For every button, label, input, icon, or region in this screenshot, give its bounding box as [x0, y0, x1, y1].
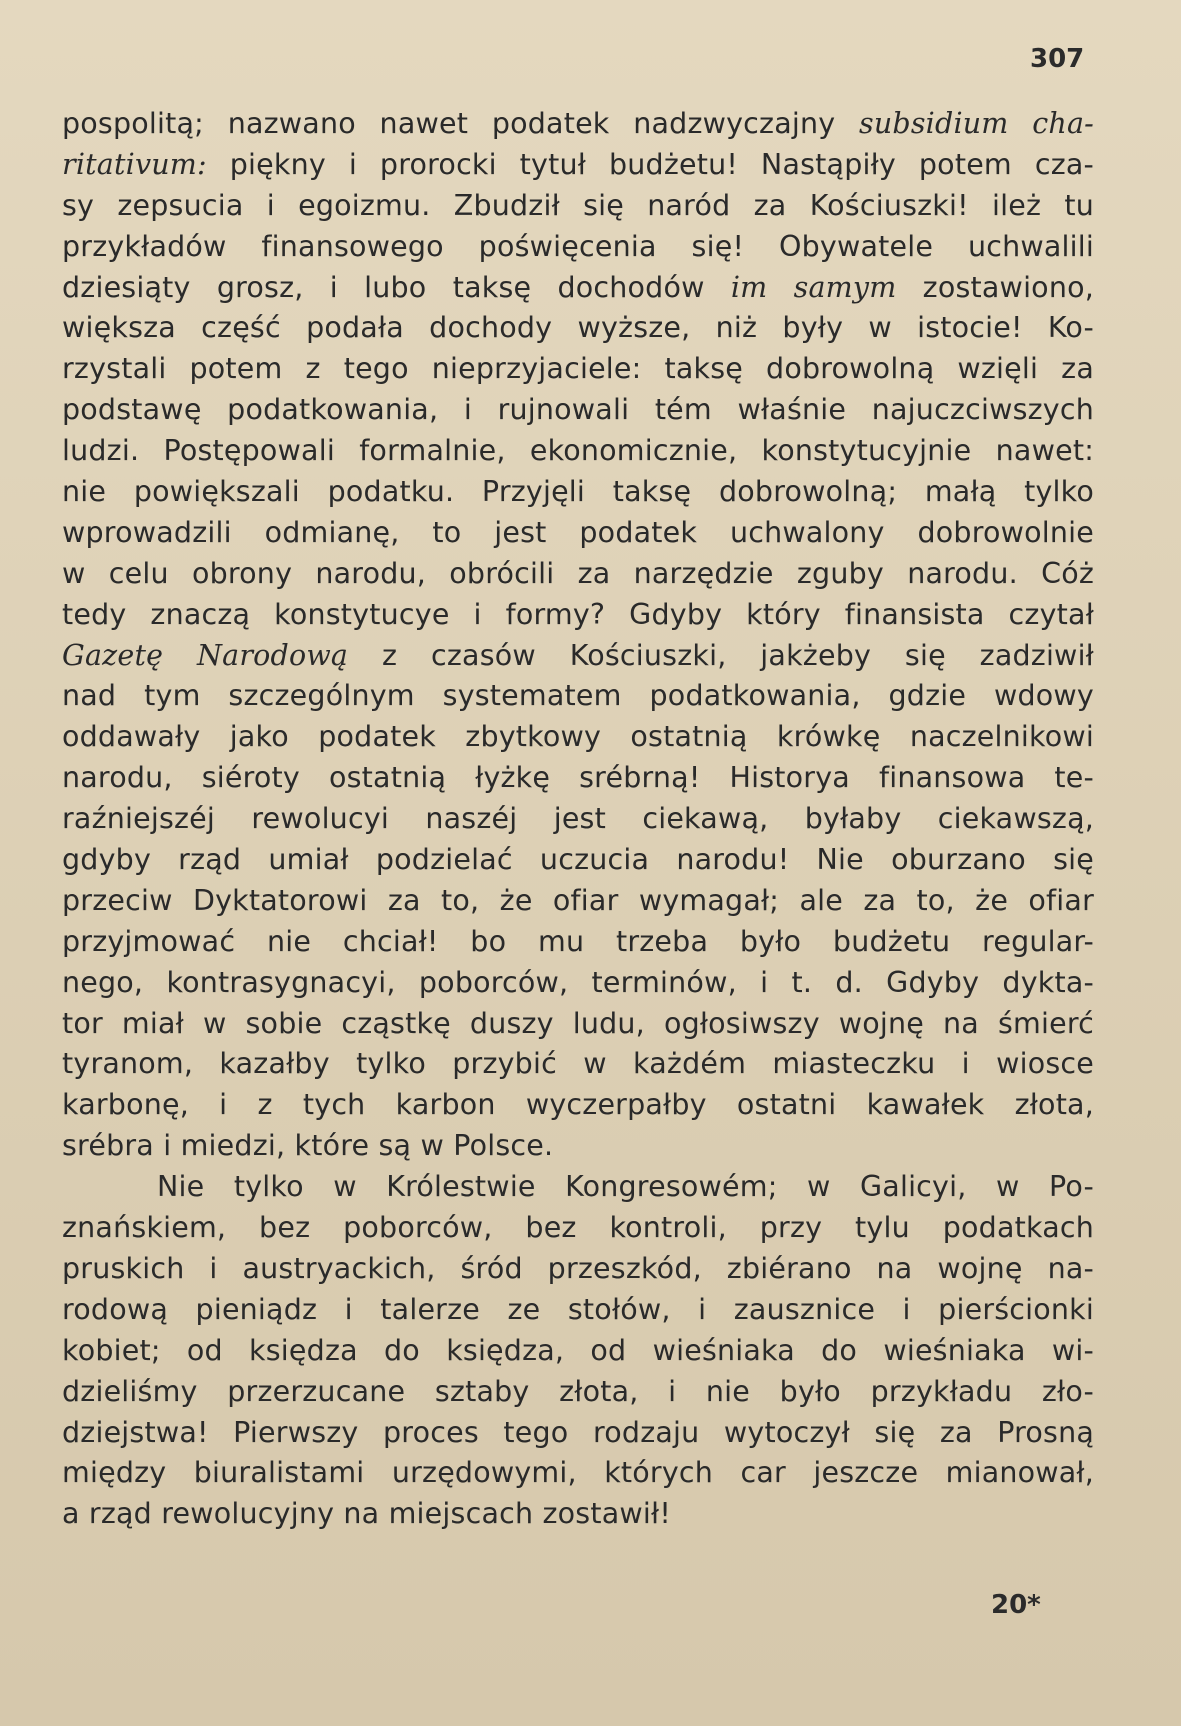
- text-segment: nego, kontrasygnacyi, poborców, terminów, i t. d. Gdyby dykta-: [62, 965, 1094, 999]
- text-line: [62, 799, 1094, 840]
- text-line: [62, 227, 1094, 268]
- text-segment: rodową pieniądz i talerze ze stołów, i zausznice i pierścionki: [62, 1292, 1094, 1326]
- text-line: [62, 840, 1094, 881]
- text-line: [62, 390, 1094, 431]
- body-text: [62, 104, 1094, 1535]
- text-line: [62, 1453, 1094, 1494]
- text-segment: dziejstwa! Pierwszy proces tego rodzaju wytoczył się za Prosną: [62, 1415, 1094, 1449]
- text-segment: kobiet; od księdza do księdza, od wieśniaka do wieśniaka wi-: [62, 1333, 1094, 1367]
- text-segment: sy zepsucia i egoizmu. Zbudził się naród za Kościuszki! ileż tu: [62, 188, 1094, 222]
- text-line: [62, 554, 1094, 595]
- text-line: [62, 1167, 1094, 1208]
- text-segment: piękny i prorocki tytuł budżetu! Nastąpiły potem cza-: [206, 147, 1094, 181]
- signature-mark: 20*: [991, 1590, 1041, 1620]
- text-line: [62, 1208, 1094, 1249]
- text-segment: narodu, siéroty ostatnią łyżkę srébrną! Historya finansowa te-: [62, 761, 1094, 795]
- text-segment: rzystali potem z tego nieprzyjaciele: taksę dobrowolną wzięli za: [62, 352, 1094, 386]
- text-segment: tyranom, kazałby tylko przybić w każdém miasteczku i wiosce: [62, 1047, 1094, 1081]
- page-number: 307: [1030, 44, 1085, 74]
- italic-text: Gazetę Narodową: [62, 638, 349, 672]
- text-line: [62, 268, 1094, 309]
- text-segment: tedy znaczą konstytucye i formy? Gdyby który finansista czytał: [62, 597, 1094, 631]
- text-segment: pospolitą; nazwano nawet podatek nadzwyczajny: [62, 107, 860, 140]
- text-line: [62, 1249, 1094, 1290]
- text-line: [62, 758, 1094, 799]
- text-segment: zostawiono,: [896, 270, 1094, 304]
- text-segment: przykładów finansowego poświęcenia się! Obywatele uchwalili: [62, 229, 1094, 263]
- text-line: [62, 1044, 1094, 1085]
- text-segment: w celu obrony narodu, obrócili za narzędzie zguby narodu. Cóż: [62, 556, 1094, 590]
- text-segment: między biuralistami urzędowymi, których car jeszcze mianował,: [62, 1456, 1094, 1490]
- text-line: [62, 1413, 1094, 1454]
- italic-text: ritativum:: [62, 147, 207, 181]
- text-line: [62, 145, 1094, 186]
- text-segment: tor miał w sobie cząstkę duszy ludu, ogłosiwszy wojnę na śmierć: [62, 1006, 1094, 1040]
- paragraph-1: [62, 104, 1094, 1167]
- text-line: [62, 922, 1094, 963]
- text-segment: oddawały jako podatek zbytkowy ostatnią krówkę naczelnikowi: [62, 720, 1094, 754]
- text-line: [62, 104, 1094, 145]
- text-line: [62, 1085, 1094, 1126]
- text-segment: większa część podała dochody wyższe, niż były w istocie! Ko-: [62, 311, 1094, 345]
- text-segment: ludzi. Postępowali formalnie, ekonomicznie, konstytucyjnie nawet:: [62, 434, 1094, 468]
- text-segment: pruskich i austryackich, śród przeszkód, zbiérano na wojnę na-: [62, 1251, 1094, 1285]
- text-line: [62, 472, 1094, 513]
- text-segment: przyjmować nie chciał! bo mu trzeba było budżetu regular-: [62, 924, 1094, 958]
- text-segment: nad tym szczególnym systematem podatkowania, gdzie wdowy: [62, 679, 1094, 713]
- italic-text: im samym: [730, 270, 897, 304]
- text-line: [62, 1126, 1094, 1167]
- text-segment: przeciw Dyktatorowi za to, że ofiar wymagał; ale za to, że ofiar: [62, 883, 1094, 917]
- text-segment: wprowadzili odmianę, to jest podatek uchwalony dobrowolnie: [62, 515, 1094, 549]
- text-segment: a rząd rewolucyjny na miejscach zostawił!: [62, 1497, 671, 1531]
- text-line: [62, 636, 1094, 677]
- text-segment: dziesiąty grosz, i lubo taksę dochodów: [62, 270, 731, 304]
- text-line: [62, 881, 1094, 922]
- text-segment: Nie tylko w Królestwie Kongresowém; w Galicyi, w Po-: [157, 1170, 1094, 1204]
- text-line: [62, 1290, 1094, 1331]
- text-line: [62, 717, 1094, 758]
- text-line: [62, 513, 1094, 554]
- text-segment: raźniejszéj rewolucyi naszéj jest ciekawą, byłaby ciekawszą,: [62, 802, 1094, 836]
- text-line: [62, 963, 1094, 1004]
- text-line: [62, 1494, 1094, 1535]
- text-segment: znańskiem, bez poborców, bez kontroli, przy tylu podatkach: [62, 1211, 1094, 1245]
- text-segment: nie powiększali podatku. Przyjęli taksę dobrowolną; małą tylko: [62, 475, 1094, 509]
- text-line: [62, 1004, 1094, 1045]
- text-line: [62, 308, 1094, 349]
- italic-text: subsidium cha-: [859, 107, 1094, 140]
- text-line: [62, 1372, 1094, 1413]
- text-line: [62, 349, 1094, 390]
- text-segment: dzieliśmy przerzucane sztaby złota, i nie było przykładu zło-: [62, 1374, 1094, 1408]
- text-line: [62, 1331, 1094, 1372]
- text-segment: podstawę podatkowania, i rujnowali tém właśnie najuczciwszych: [62, 393, 1094, 427]
- text-line: [62, 595, 1094, 636]
- text-line: [62, 186, 1094, 227]
- text-segment: gdyby rząd umiał podzielać uczucia narodu! Nie oburzano się: [62, 843, 1094, 877]
- text-line: [62, 431, 1094, 472]
- text-line: [62, 676, 1094, 717]
- text-segment: z czasów Kościuszki, jakżeby się zadziwił: [348, 638, 1094, 672]
- text-segment: karbonę, i z tych karbon wyczerpałby ostatni kawałek złota,: [62, 1088, 1094, 1122]
- text-segment: srébra i miedzi, które są w Polsce.: [62, 1129, 554, 1163]
- paragraph-2: [62, 1167, 1094, 1535]
